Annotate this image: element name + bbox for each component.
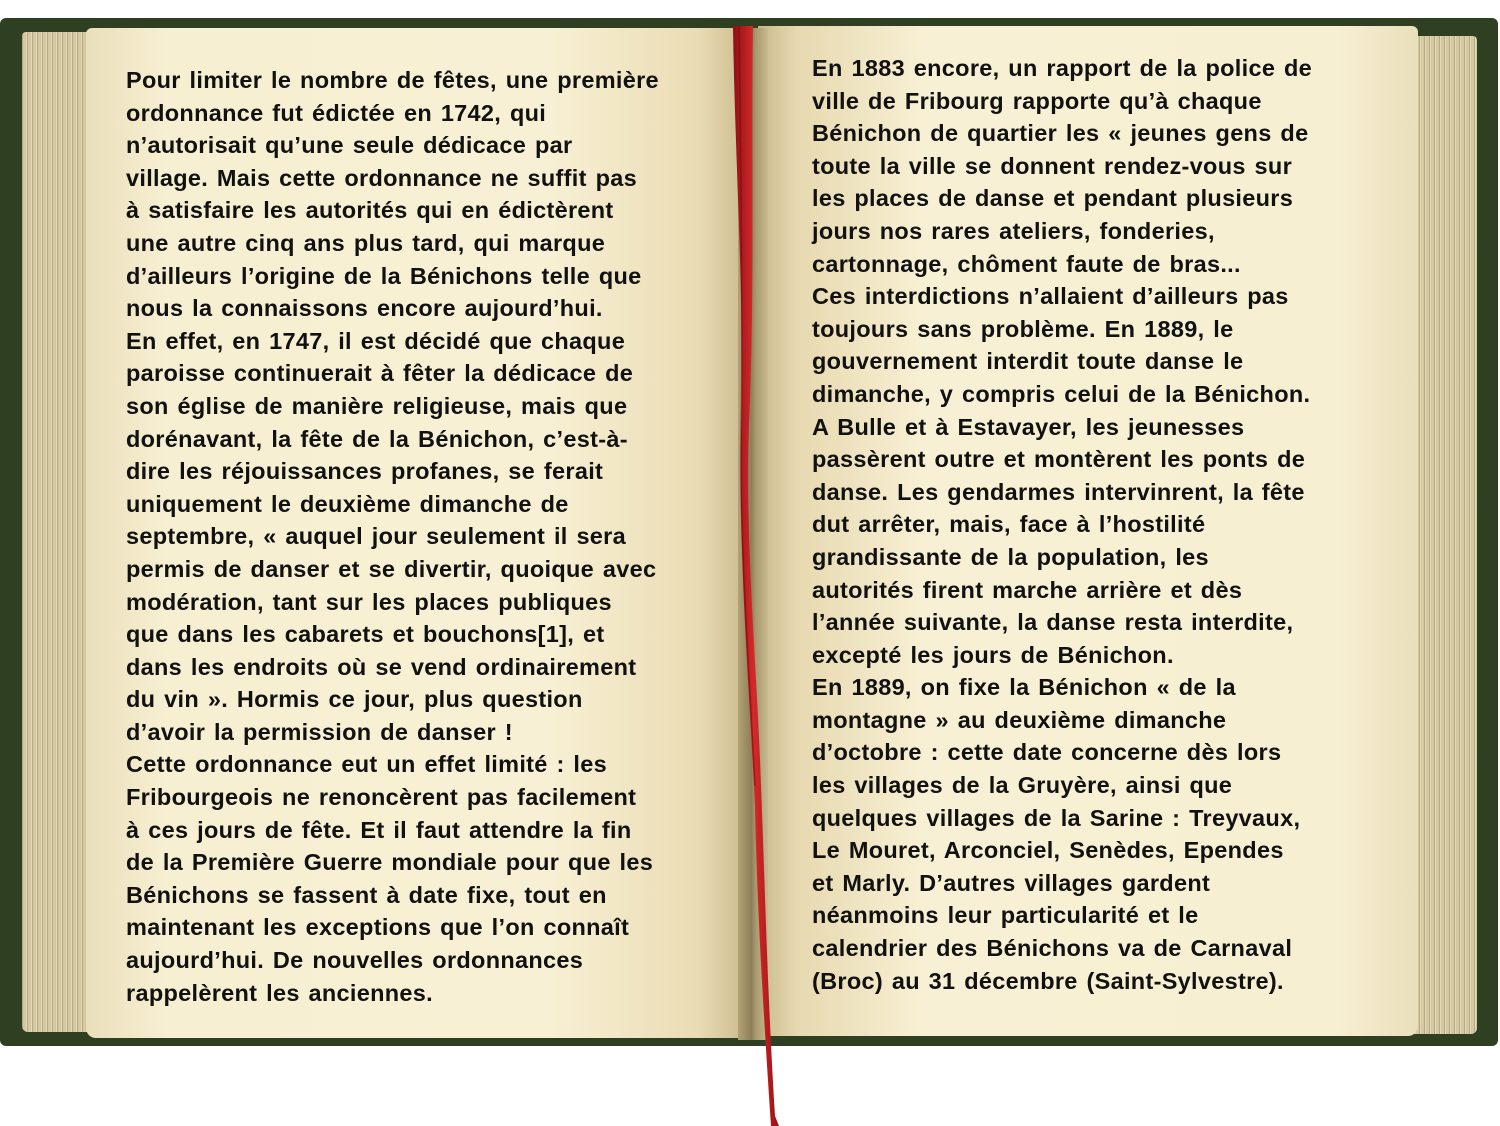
right-page-line: grandissante de la population, les [812,543,1209,570]
left-page-line: modération, tant sur les places publiques [126,588,612,615]
left-page-line: dire les réjouissances profanes, se ferait [126,458,604,485]
left-page-line: Bénichons se fassent à date fixe, tout en [126,881,607,908]
left-page-line: village. Mais cette ordonnance ne suffit pas [126,164,637,191]
right-page-line: En 1889, on fixe la Bénichon « de la [812,674,1236,701]
left-page-line: du vin ». Hormis ce jour, plus question [126,686,583,713]
left-page-line: son église de manière religieuse, mais que [126,392,628,419]
right-page-line: passèrent outre et montèrent les ponts de [812,446,1306,473]
left-page-line: Pour limiter le nombre de fêtes, une première [126,67,659,93]
left-page-line: rappelèrent les anciennes. [126,979,433,1006]
left-page-line: que dans les cabarets et bouchons[1], et [126,621,605,648]
left-page-line: n’autorisait qu’une seule dédicace par [126,132,573,159]
left-page-line: En effet, en 1747, il est décidé que chaque [126,327,626,354]
left-page-line: d’ailleurs l’origine de la Bénichons telle que [126,262,642,289]
right-page-line: d’octobre : cette date concerne dès lors [812,739,1282,766]
left-page-line: aujourd’hui. De nouvelles ordonnances [126,947,584,974]
right-page-line: toute la ville se donnent rendez-vous sur [812,152,1293,179]
right-page-line: néanmoins leur particularité et le [812,902,1199,929]
right-page-line: danse. Les gendarmes intervinrent, la fête [812,478,1305,505]
right-page-line: dut arrêter, mais, face à l’hostilité [812,511,1206,538]
right-page-line: toujours sans problème. En 1889, le [812,315,1234,342]
right-page-line: (Broc) au 31 décembre (Saint-Sylvestre). [812,967,1284,994]
left-page-line: à satisfaire les autorités qui en édictèrent [126,197,614,224]
right-page-line: les places de danse et pendant plusieurs [812,185,1294,212]
bookmark-ribbon [727,26,787,1126]
left-page-line: à ces jours de fête. Et il faut attendre la fin [126,816,632,843]
left-page-line: une autre cinq ans plus tard, qui marque [126,229,606,256]
left-page-line: Fribourgeois ne renoncèrent pas facilement [126,784,637,811]
right-page-line: gouvernement interdit toute danse le [812,348,1244,375]
left-page-line: maintenant les exceptions que l’on connaît [126,914,630,941]
right-page-line: jours nos rares ateliers, fonderies, [812,217,1215,244]
right-page-line: excepté les jours de Bénichon. [812,641,1174,668]
right-page-line: A Bulle et à Estavayer, les jeunesses [812,413,1245,440]
right-page-line: dimanche, y compris celui de la Bénichon. [812,380,1311,407]
left-page-line: nous la connaissons encore aujourd’hui. [126,295,603,322]
left-page-line: paroisse continuerait à fêter la dédicace de [126,360,634,387]
left-page-line: Cette ordonnance eut un effet limité : les [126,751,607,778]
left-page-line: septembre, « auquel jour seulement il sera [126,523,626,550]
right-page-line: calendrier des Bénichons va de Carnaval [812,935,1293,962]
right-page-line: autorités firent marche arrière et dès [812,576,1243,603]
right-page-line: cartonnage, chôment faute de bras... [812,250,1241,277]
right-page-line: quelques villages de la Sarine : Treyvaux, [812,804,1301,831]
right-page-line: Bénichon de quartier les « jeunes gens de [812,120,1309,147]
left-page-line: dans les endroits où se vend ordinairement [126,653,637,680]
left-page-line: permis de danser et se divertir, quoique avec [126,555,657,582]
left-page-text [126,64,721,1009]
left-page-line: de la Première Guerre mondiale pour que les [126,849,654,876]
right-page-line: montagne » au deuxième dimanche [812,706,1227,733]
right-page-line: En 1883 encore, un rapport de la police de [812,55,1313,81]
right-page-text [812,52,1382,997]
left-page-line: uniquement le deuxième dimanche de [126,490,569,517]
right-page-line: ville de Fribourg rapporte qu’à chaque [812,87,1262,114]
left-page-line: ordonnance fut édictée en 1742, qui [126,99,547,126]
left-page-line: d’avoir la permission de danser ! [126,718,513,745]
right-page-line: les villages de la Gruyère, ainsi que [812,772,1233,799]
left-page-line: dorénavant, la fête de la Bénichon, c’est-à- [126,425,628,452]
right-page-line: Le Mouret, Arconciel, Senèdes, Ependes [812,837,1284,864]
right-page-line: l’année suivante, la danse resta interdite, [812,609,1294,636]
right-page-line: Ces interdictions n’allaient d’ailleurs pas [812,283,1289,310]
right-page-line: et Marly. D’autres villages gardent [812,869,1211,896]
